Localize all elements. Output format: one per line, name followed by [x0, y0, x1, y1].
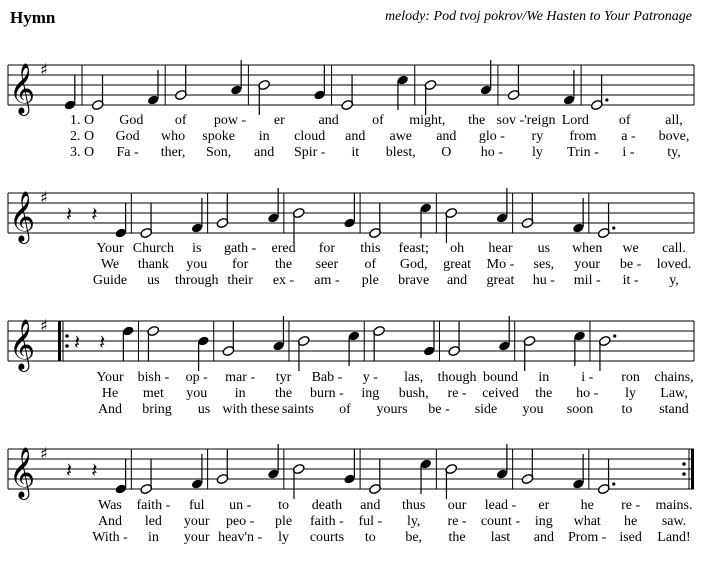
lyric-syllable: you — [522, 402, 544, 417]
lyric-syllable: to — [278, 498, 289, 513]
lyric-syllable: your — [574, 257, 601, 272]
lyric-syllable: stand — [659, 402, 689, 417]
lyric-syllable: bound — [482, 370, 518, 385]
lyric-syllable: to — [364, 530, 376, 545]
lyric-syllable: met — [142, 386, 164, 401]
lyric-syllable: ex - — [272, 273, 295, 288]
quarter-rest: 𝄽 — [74, 330, 81, 354]
lyric-syllable: ing — [534, 514, 553, 529]
treble-clef: 𝄞 — [9, 191, 36, 242]
lyric-syllable: with these — [222, 402, 280, 417]
lyric-syllable: Land! — [657, 530, 691, 545]
lyric-syllable: cloud — [294, 129, 326, 144]
lyric-syllable: y, — [669, 273, 679, 288]
quarter-rest: 𝄽 — [99, 330, 106, 354]
lyric-syllable: ty, — [667, 145, 681, 160]
quarter-rest: 𝄽 — [91, 202, 98, 226]
lyric-syllable: and — [254, 145, 275, 160]
dot — [605, 98, 608, 101]
lyric-syllable: led — [144, 514, 162, 529]
lyric-syllable: death — [311, 498, 343, 513]
lyric-syllable: be, — [405, 530, 423, 545]
lyric-syllable: God, — [399, 257, 428, 272]
lyric-syllable: faith - — [136, 498, 171, 513]
lyric-syllable: the — [274, 386, 293, 401]
lyric-syllable: a - — [621, 129, 636, 144]
lyric-syllable: to — [621, 402, 633, 417]
lyric-syllable: oh — [450, 241, 465, 256]
lyric-syllable: op - — [185, 370, 208, 385]
lyric-syllable: you — [186, 257, 208, 272]
lyric-syllable: burn - — [310, 386, 344, 401]
lyric-syllable: mil - — [573, 273, 601, 288]
lyric-syllable: awe — [389, 129, 413, 144]
lyric-syllable: chains, — [654, 370, 694, 385]
lyric-syllable: though — [437, 370, 477, 385]
lyric-syllable: us — [147, 273, 160, 288]
quarter-rest: 𝄽 — [91, 458, 98, 482]
lyric-syllable: soon — [566, 402, 594, 417]
lyric-syllable: y - — [362, 370, 378, 385]
lyric-syllable: thus — [402, 498, 426, 513]
lyric-syllable: Mo - — [486, 257, 515, 272]
key-signature-sharp: ♯ — [40, 316, 48, 335]
lyric-syllable: hear — [488, 241, 513, 256]
lyric-syllable: great — [486, 273, 515, 288]
lyric-syllable: O — [441, 145, 452, 160]
lyric-syllable: ered — [271, 241, 296, 256]
lyric-syllable: who — [161, 129, 186, 144]
lyric-syllable: i - — [622, 145, 635, 160]
staff-system-1 — [8, 60, 694, 160]
lyric-syllable: it - — [622, 273, 639, 288]
lyric-syllable: re - — [621, 498, 641, 513]
lyric-syllable: mains. — [655, 498, 693, 513]
lyric-syllable: of — [339, 402, 351, 417]
lyric-syllable: ly, — [406, 514, 421, 529]
lyric-syllable: Your — [96, 241, 124, 256]
lyric-syllable: us — [197, 402, 211, 417]
lyric-syllable: ho - — [480, 145, 503, 160]
lyric-syllable: courts — [309, 530, 345, 545]
lyric-syllable: mar - — [225, 370, 256, 385]
lyric-syllable: Prom - — [567, 530, 607, 545]
lyric-syllable: pow - — [213, 113, 247, 128]
lyric-syllable: faith - — [310, 514, 344, 529]
dot — [613, 334, 616, 337]
lyric-syllable: the — [274, 257, 293, 272]
lyric-syllable: glo - — [478, 129, 505, 144]
lyric-syllable: the — [468, 113, 486, 128]
lyric-syllable: Guide — [92, 273, 128, 288]
lyric-syllable: great — [443, 257, 472, 272]
lyric-syllable: loved. — [656, 257, 692, 272]
treble-clef: 𝄞 — [9, 63, 36, 114]
lyric-syllable: spoke — [202, 129, 235, 144]
lyric-syllable: in — [234, 386, 246, 401]
dot — [612, 482, 615, 485]
staff-system-3 — [8, 316, 694, 417]
key-signature-sharp: ♯ — [40, 60, 48, 79]
repeat-end-thick — [691, 449, 694, 489]
staff-system-4 — [8, 444, 694, 545]
lyric-syllable: and — [318, 113, 339, 128]
lyric-syllable: 1. O — [69, 113, 95, 128]
lyric-syllable: bish - — [137, 370, 170, 385]
key-signature-sharp: ♯ — [40, 444, 48, 463]
lyric-syllable: seer — [315, 257, 339, 272]
lyric-syllable: might, — [409, 113, 446, 128]
lyric-syllable: er — [538, 498, 550, 513]
lyric-syllable: your — [183, 514, 210, 529]
lyric-syllable: when — [572, 241, 603, 256]
lyric-syllable: We — [100, 257, 120, 272]
lyric-syllable: you — [186, 386, 208, 401]
lyric-syllable: Lord — [561, 113, 589, 128]
lyric-syllable: ple — [361, 273, 379, 288]
lyric-syllable: Bab - — [311, 370, 343, 385]
lyric-syllable: Trin - — [567, 145, 599, 160]
lyric-syllable: Son, — [205, 145, 232, 160]
lyric-syllable: un - — [229, 498, 252, 513]
lyric-syllable: Fa - — [116, 145, 139, 160]
lyric-syllable: he — [624, 514, 638, 529]
repeat-start-thick — [58, 321, 61, 361]
lyric-syllable: hu - — [532, 273, 555, 288]
lyric-syllable: re - — [447, 514, 467, 529]
lyric-syllable: in — [538, 370, 550, 385]
lyric-syllable: Church — [132, 241, 174, 256]
lyric-syllable: gath - — [224, 241, 257, 256]
lyric-syllable: count - — [480, 514, 521, 529]
lyric-syllable: Was — [98, 498, 122, 513]
treble-clef: 𝄞 — [9, 447, 36, 498]
lyric-syllable: bring — [142, 402, 172, 417]
lyric-syllable: we — [622, 241, 639, 256]
lyric-syllable: Spir - — [293, 145, 326, 160]
lyric-syllable: and — [533, 530, 554, 545]
lyric-syllable: God — [119, 113, 144, 128]
dot — [612, 226, 615, 229]
lyric-syllable: of — [174, 113, 187, 128]
lyric-syllable: ho - — [576, 386, 599, 401]
lyric-syllable: bush, — [398, 386, 429, 401]
lyric-syllable: side — [474, 402, 498, 417]
lyric-syllable: of — [618, 113, 631, 128]
lyric-syllable: bove, — [658, 129, 690, 144]
lyric-syllable: God — [115, 129, 140, 144]
lyric-syllable: for — [318, 241, 336, 256]
lyric-syllable: is — [192, 241, 202, 256]
lyric-syllable: blest, — [385, 145, 416, 160]
quarter-rest: 𝄽 — [66, 458, 73, 482]
lyric-syllable: the — [448, 530, 466, 545]
repeat-dot — [682, 472, 686, 476]
lyric-syllable: lead - — [484, 498, 517, 513]
lyric-syllable: i - — [581, 370, 594, 385]
treble-clef: 𝄞 — [9, 319, 36, 370]
lyric-syllable: us — [537, 241, 551, 256]
lyric-syllable: saints — [282, 402, 314, 417]
lyric-syllable: it — [351, 145, 360, 160]
lyric-syllable: from — [569, 129, 597, 144]
lyric-syllable: through — [174, 273, 219, 288]
lyric-syllable: our — [447, 498, 467, 513]
lyric-syllable: He — [101, 386, 119, 401]
lyric-syllable: Your — [96, 370, 124, 385]
lyric-syllable: heav'n - — [218, 530, 263, 545]
lyric-syllable: thank — [137, 257, 169, 272]
lyric-syllable: he — [580, 498, 594, 513]
lyric-syllable: and — [360, 498, 381, 513]
lyric-syllable: am - — [314, 273, 340, 288]
lyric-syllable: ly — [531, 145, 543, 160]
lyric-syllable: ron — [621, 370, 640, 385]
lyric-syllable: ses, — [533, 257, 555, 272]
lyric-syllable: the — [535, 386, 553, 401]
lyric-syllable: of — [364, 257, 377, 272]
lyric-syllable: With - — [92, 530, 128, 545]
lyric-syllable: ful — [188, 498, 205, 513]
lyric-syllable: call. — [662, 241, 686, 256]
key-signature-sharp: ♯ — [40, 188, 48, 207]
lyric-syllable: peo - — [225, 514, 255, 529]
lyric-syllable: in — [147, 530, 159, 545]
lyric-syllable: ry — [531, 129, 544, 144]
lyric-syllable: And — [97, 514, 123, 529]
lyric-syllable: ly — [625, 386, 637, 401]
lyric-syllable: in — [258, 129, 270, 144]
lyric-syllable: what — [573, 514, 601, 529]
lyric-syllable: your — [183, 530, 210, 545]
lyric-syllable: sov -'reign — [496, 113, 556, 128]
lyric-syllable: and — [436, 129, 457, 144]
lyric-syllable: ful - — [358, 514, 383, 529]
lyric-syllable: ther, — [160, 145, 186, 160]
lyric-syllable: ceived — [482, 386, 519, 401]
lyric-syllable: brave — [398, 273, 430, 288]
lyric-syllable: ised — [619, 530, 642, 545]
quarter-rest: 𝄽 — [66, 202, 73, 226]
lyric-syllable: and — [345, 129, 366, 144]
lyric-syllable: yours — [376, 402, 408, 417]
lyric-syllable: 3. O — [69, 145, 95, 160]
lyric-syllable: Law, — [660, 386, 688, 401]
lyric-syllable: of — [372, 113, 384, 128]
lyric-syllable: all, — [665, 113, 683, 128]
lyric-syllable: their — [227, 273, 253, 288]
staff-system-2 — [8, 188, 694, 288]
repeat-dot — [65, 334, 69, 338]
lyric-syllable: las, — [404, 370, 424, 385]
lyric-syllable: ing — [361, 386, 380, 401]
lyric-syllable: ple — [274, 514, 293, 529]
hymn-title: Hymn — [10, 8, 56, 27]
melody-credit: melody: Pod tvoj pokrov/We Hasten to Your Patronage — [384, 9, 692, 24]
lyric-syllable: last — [490, 530, 511, 545]
lyric-syllable: er — [273, 113, 285, 128]
lyric-syllable: And — [97, 402, 123, 417]
lyric-syllable: and — [446, 273, 468, 288]
lyric-syllable: feast; — [398, 241, 429, 256]
lyric-syllable: this — [360, 241, 381, 256]
repeat-dot — [682, 462, 686, 466]
repeat-dot — [65, 344, 69, 348]
lyric-syllable: 2. O — [69, 129, 95, 144]
lyric-syllable: be - — [619, 257, 642, 272]
lyric-syllable: tyr — [275, 370, 292, 385]
lyric-syllable: for — [231, 257, 249, 272]
lyric-syllable: saw. — [661, 514, 687, 529]
lyric-syllable: ly — [278, 530, 289, 545]
lyric-syllable: be - — [428, 402, 450, 417]
lyric-syllable: re - — [447, 386, 467, 401]
